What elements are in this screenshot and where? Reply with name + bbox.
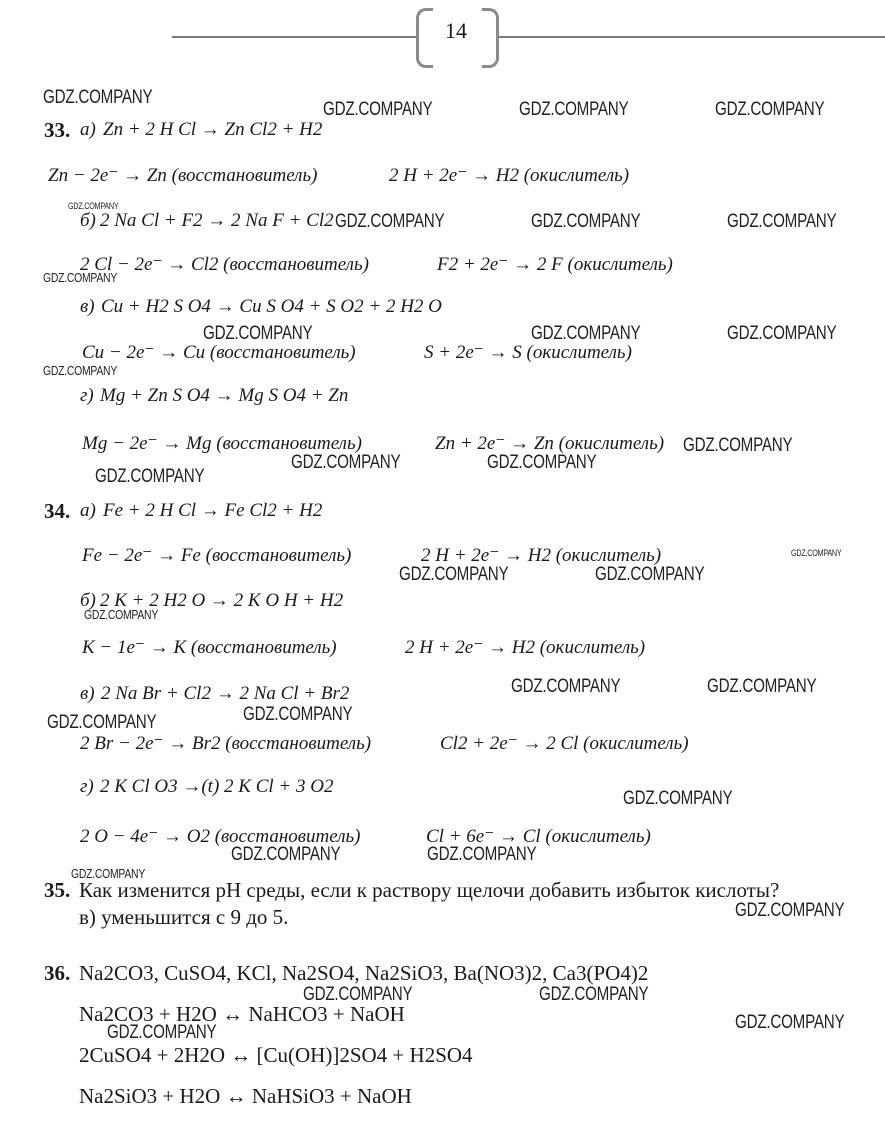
watermark: GDZ.COMPANY — [203, 323, 313, 344]
watermark: GDZ.COMPANY — [531, 211, 641, 232]
watermark: GDZ.COMPANY — [43, 363, 118, 378]
header-rule-right — [496, 36, 885, 38]
p34-a-equation: Fe + 2 H Cl → Fe Cl2 + H2 — [103, 500, 323, 521]
problem-35-question: Как изменится pH среды, если к раствору щелочи добавить избыток кислоты? — [79, 878, 780, 902]
p33-a-half-reduction: 2 H + 2e⁻ → H2 (окислитель) — [389, 165, 630, 186]
watermark: GDZ.COMPANY — [707, 676, 817, 697]
watermark: GDZ.COMPANY — [43, 87, 153, 108]
watermark: GDZ.COMPANY — [519, 99, 629, 120]
watermark: GDZ.COMPANY — [95, 466, 205, 487]
p34-v-half-oxidation: 2 Br − 2e⁻ → Br2 (восстановитель) — [80, 733, 372, 754]
watermark: GDZ.COMPANY — [291, 452, 401, 473]
p34-b-half-oxidation: K − 1e⁻ → K (восстановитель) — [82, 637, 337, 658]
p33-b-half-reduction: F2 + 2e⁻ → 2 F (окислитель) — [437, 254, 673, 275]
watermark: GDZ.COMPANY — [623, 788, 733, 809]
p33-g-label: г) — [80, 385, 94, 406]
problem-36-salts: Na2CO3, CuSO4, KCl, Na2SO4, Na2SiO3, Ba(NO3)2, Ca3(PO4)2 — [79, 961, 649, 985]
p33-a-half-oxidation: Zn − 2e⁻ → Zn (восстановитель) — [48, 165, 318, 186]
p34-b-label: б) — [80, 590, 96, 611]
watermark: GDZ.COMPANY — [107, 1022, 217, 1043]
watermark: GDZ.COMPANY — [727, 211, 837, 232]
watermark: GDZ.COMPANY — [531, 323, 641, 344]
watermark: GDZ.COMPANY — [243, 704, 353, 725]
watermark: GDZ.COMPANY — [595, 564, 705, 585]
watermark: GDZ.COMPANY — [539, 984, 649, 1005]
p33-g-half-oxidation: Mg − 2e⁻ → Mg (восстановитель) — [82, 433, 362, 454]
watermark: GDZ.COMPANY — [71, 866, 146, 881]
p33-a-equation: Zn + 2 H Cl → Zn Cl2 + H2 — [103, 119, 323, 140]
p34-g-equation: 2 K Cl O3 →(t) 2 K Cl + 3 O2 — [100, 776, 334, 797]
header-rule-left — [172, 36, 416, 38]
p34-b-equation: 2 K + 2 H2 O → 2 K O H + H2 — [100, 590, 344, 611]
problem-35-answer: в) уменьшится с 9 до 5. — [79, 905, 289, 929]
problem-36-number: 36. — [44, 961, 71, 985]
problem-34-number: 34. — [44, 499, 71, 523]
watermark: GDZ.COMPANY — [47, 712, 157, 733]
watermark: GDZ.COMPANY — [84, 607, 159, 622]
problem-36-reaction-2: 2CuSO4 + 2H2O ↔ [Cu(OH)]2SO4 + H2SO4 — [79, 1043, 473, 1067]
p34-a-half-reduction: 2 H + 2e⁻ → H2 (окислитель) — [421, 545, 662, 566]
watermark: GDZ.COMPANY — [43, 270, 118, 285]
p34-g-half-reduction: Cl + 6e⁻ → Cl (окислитель) — [426, 826, 651, 847]
problem-35-number: 35. — [44, 878, 71, 902]
p33-a-label: а) — [80, 119, 96, 140]
watermark: GDZ.COMPANY — [68, 201, 119, 211]
watermark: GDZ.COMPANY — [231, 844, 341, 865]
p34-g-half-oxidation: 2 O − 4e⁻ → O2 (восстановитель) — [80, 826, 361, 847]
watermark: GDZ.COMPANY — [487, 452, 597, 473]
page-number: 14 — [445, 18, 467, 43]
problem-36-reaction-1: Na2CO3 + H2O ↔ NaHCO3 + NaOH — [79, 1002, 405, 1026]
p33-b-equation: 2 Na Cl + F2 → 2 Na F + Cl2 — [100, 210, 334, 231]
page-number-bracket-right — [482, 8, 499, 68]
watermark: GDZ.COMPANY — [303, 984, 413, 1005]
p33-g-half-reduction: Zn + 2e⁻ → Zn (окислитель) — [435, 433, 665, 454]
watermark: GDZ.COMPANY — [735, 1012, 845, 1033]
p33-v-half-reduction: S + 2e⁻ → S (окислитель) — [424, 342, 632, 363]
watermark: GDZ.COMPANY — [727, 323, 837, 344]
watermark: GDZ.COMPANY — [511, 676, 621, 697]
problem-33-number: 33. — [44, 118, 71, 142]
watermark: GDZ.COMPANY — [791, 548, 842, 558]
watermark: GDZ.COMPANY — [715, 99, 825, 120]
p34-a-half-oxidation: Fe − 2e⁻ → Fe (восстановитель) — [82, 545, 352, 566]
p33-v-half-oxidation: Cu − 2e⁻ → Cu (восстановитель) — [82, 342, 356, 363]
p34-v-equation: 2 Na Br + Cl2 → 2 Na Cl + Br2 — [101, 683, 350, 704]
p33-b-half-oxidation: 2 Cl − 2e⁻ → Cl2 (восстановитель) — [80, 254, 369, 275]
p34-g-label: г) — [80, 776, 94, 797]
p33-g-equation: Mg + Zn S O4 → Mg S O4 + Zn — [100, 385, 349, 406]
p34-v-half-reduction: Cl2 + 2e⁻ → 2 Cl (окислитель) — [440, 733, 689, 754]
p34-a-label: а) — [80, 500, 96, 521]
p33-b-label: б) — [80, 210, 96, 231]
p34-b-half-reduction: 2 H + 2e⁻ → H2 (окислитель) — [405, 637, 646, 658]
p34-v-label: в) — [80, 683, 95, 704]
watermark: GDZ.COMPANY — [427, 844, 537, 865]
p33-v-equation: Cu + H2 S O4 → Cu S O4 + S O2 + 2 H2 O — [101, 296, 442, 317]
watermark: GDZ.COMPANY — [335, 211, 445, 232]
watermark: GDZ.COMPANY — [323, 99, 433, 120]
problem-36-reaction-3: Na2SiO3 + H2O ↔ NaHSiO3 + NaOH — [79, 1084, 412, 1108]
watermark: GDZ.COMPANY — [735, 900, 845, 921]
p33-v-label: в) — [80, 296, 95, 317]
watermark: GDZ.COMPANY — [683, 435, 793, 456]
watermark: GDZ.COMPANY — [399, 564, 509, 585]
